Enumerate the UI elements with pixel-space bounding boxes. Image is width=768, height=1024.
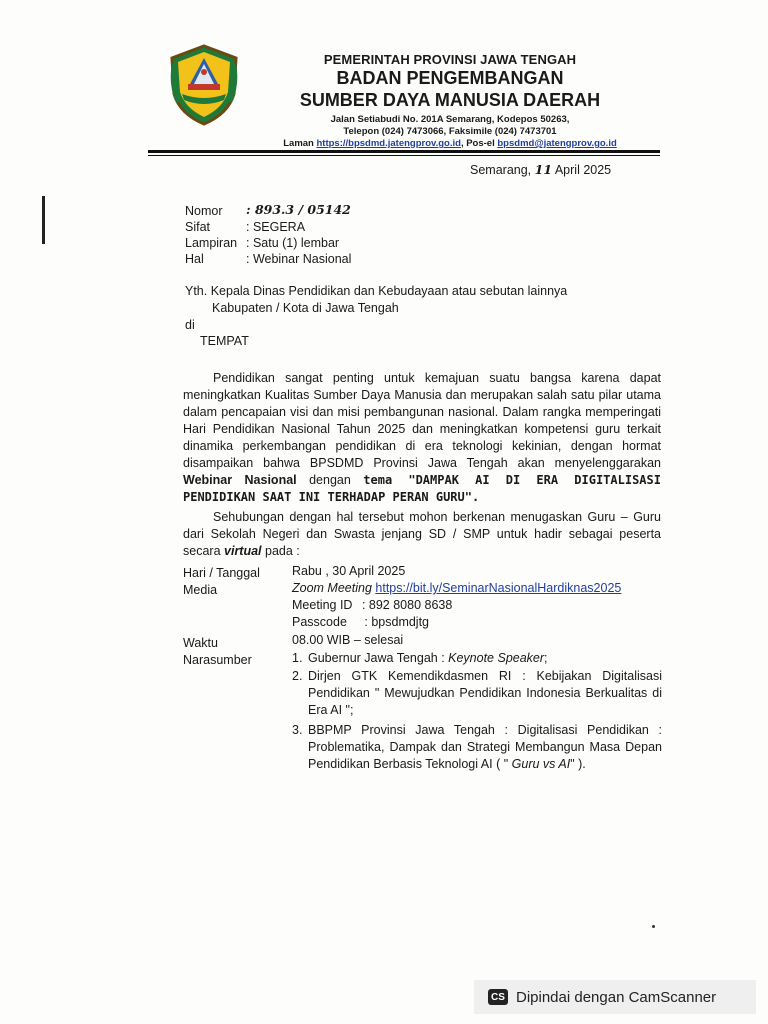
p2-pada: pada :	[265, 544, 300, 558]
recipient-di: di	[185, 318, 195, 332]
date-month-year: April 2025	[554, 163, 612, 177]
speaker-text: BBPMP Provinsi Jawa Tengah : Digitalisasi Pendidikan : Problematika, Dampak dan Strategi Membangun Masa Depan Pendidikan Berbasis Teknologi AI ( "	[308, 723, 662, 771]
nomor-value-handwritten: : 893.3 / 05142	[246, 202, 351, 217]
scan-speck	[652, 925, 655, 928]
hari-value: Rabu , 30 April 2025	[292, 564, 406, 578]
hal-value: : Webinar Nasional	[246, 252, 352, 266]
meeting-id-row	[292, 597, 452, 613]
recipient-line2: Kabupaten / Kota di Jawa Tengah	[212, 301, 399, 315]
media-label: Media	[183, 583, 218, 597]
recipient-tempat: TEMPAT	[200, 334, 249, 348]
speaker-text: Dirjen GTK Kemendikdasmen RI : Kebijakan Digitalisasi Pendidikan " Mewujudkan Pendidikan Indonesia Berkualitas di Era AI ";	[308, 669, 662, 717]
narasumber-label: Narasumber	[183, 653, 252, 667]
speaker-item	[292, 722, 662, 773]
speaker-number: 2.	[292, 669, 303, 683]
lampiran-label: Lampiran	[185, 236, 238, 250]
meeting-id-value: : 892 8080 8638	[361, 598, 453, 612]
p1-dengan: dengan	[309, 473, 351, 487]
letterhead	[250, 52, 650, 150]
zoom-link[interactable]: https://bit.ly/SeminarNasionalHardiknas2025	[375, 581, 622, 595]
passcode-value: : bpsdmdjtg	[364, 615, 430, 629]
camscanner-text: Dipindai dengan CamScanner	[516, 988, 717, 1006]
body-paragraph-2	[183, 509, 661, 560]
website-link[interactable]: https://bpsdmd.jatengprov.go.id	[316, 138, 461, 149]
media-zoom: Zoom Meeting	[292, 581, 372, 595]
speaker-item	[292, 668, 662, 719]
lampiran-value: : Satu (1) lembar	[246, 236, 340, 250]
letterhead-rule-thin	[148, 155, 660, 156]
passcode-label: Passcode	[292, 615, 347, 629]
nomor-label: Nomor	[185, 204, 223, 218]
camscanner-watermark	[474, 980, 756, 1014]
speaker-suffix: " ).	[570, 757, 586, 771]
email-link[interactable]: bpsdmd@jatengprov.go.id	[497, 138, 617, 149]
passcode-row	[292, 614, 429, 630]
speaker-text: Gubernur Jawa Tengah :	[308, 651, 449, 665]
date-place: Semarang,	[470, 163, 532, 177]
scan-margin-mark	[42, 196, 45, 244]
letterhead-agency-line1: BADAN PENGEMBANGAN	[336, 68, 564, 88]
p1-webinar: Webinar Nasional	[183, 473, 297, 487]
speaker-suffix: ;	[544, 651, 548, 665]
letterhead-web	[250, 138, 650, 150]
speaker-number: 3.	[292, 723, 303, 737]
date-day-handwritten: 11	[534, 162, 553, 177]
letterhead-address: Jalan Setiabudi No. 201A Semarang, Kodepos 50263,	[330, 114, 570, 125]
letterhead-agency-line2: SUMBER DAYA MANUSIA DAERAH	[299, 90, 601, 110]
laman-label: Laman	[283, 138, 314, 149]
body-paragraph-1	[183, 370, 661, 506]
camscanner-logo-icon: CS	[488, 989, 508, 1005]
letter-date	[470, 162, 611, 178]
letterhead-rule-thick	[148, 150, 660, 153]
p1-text: Pendidikan sangat penting untuk kemajuan suatu bangsa karena dapat meningkatkan Kualitas Sumber Daya Manusia dan merupakan salah satu pilar utama dalam pencapaian visi dan misi pembangunan nasional. Dalam rangka memperingati Hari Pendidikan Nasional Tahun 2025 dan meningkatkan kompetensi guru terkait dinamika perkembangan pendidikan di era teknologi kekinian, dengan hormat disampaikan bahwa BPSDMD Provinsi Jawa Tengah akan menyelenggarakan	[183, 371, 661, 470]
waktu-value: 08.00 WIB – selesai	[292, 633, 404, 647]
posel-label: , Pos-el	[460, 138, 495, 149]
p2-text: Sehubungan dengan hal tersebut mohon berkenan menugaskan Guru – Guru dari Sekolah Negeri dan Swasta jenjang SD / SMP untuk hadir sebagai peserta secara	[183, 510, 661, 558]
recipient-line1: Yth. Kepala Dinas Pendidikan dan Kebudayaan atau sebutan lainnya	[185, 284, 568, 298]
jawa-tengah-emblem-icon	[168, 44, 240, 126]
p2-virtual: virtual	[224, 544, 262, 558]
letterhead-government: PEMERINTAH PROVINSI JAWA TENGAH	[323, 52, 577, 67]
p1-theme: tema "DAMPAK AI DI ERA DIGITALISASI PENDIDIKAN SAAT INI TERHADAP PERAN GURU".	[183, 473, 661, 504]
meeting-id-label: Meeting ID	[292, 598, 353, 612]
sifat-label: Sifat	[185, 220, 211, 234]
media-value	[292, 580, 621, 596]
hari-label: Hari / Tanggal	[183, 566, 260, 580]
hal-label: Hal	[185, 252, 204, 266]
speaker-role: Keynote Speaker	[448, 651, 545, 665]
letterhead-phone: Telepon (024) 7473066, Faksimile (024) 7473701	[343, 126, 557, 137]
speaker-item	[292, 650, 662, 667]
speaker-highlight: Guru vs AI	[511, 757, 571, 771]
sifat-value: : SEGERA	[246, 220, 306, 234]
speaker-number: 1.	[292, 651, 303, 665]
waktu-label: Waktu	[183, 636, 218, 650]
